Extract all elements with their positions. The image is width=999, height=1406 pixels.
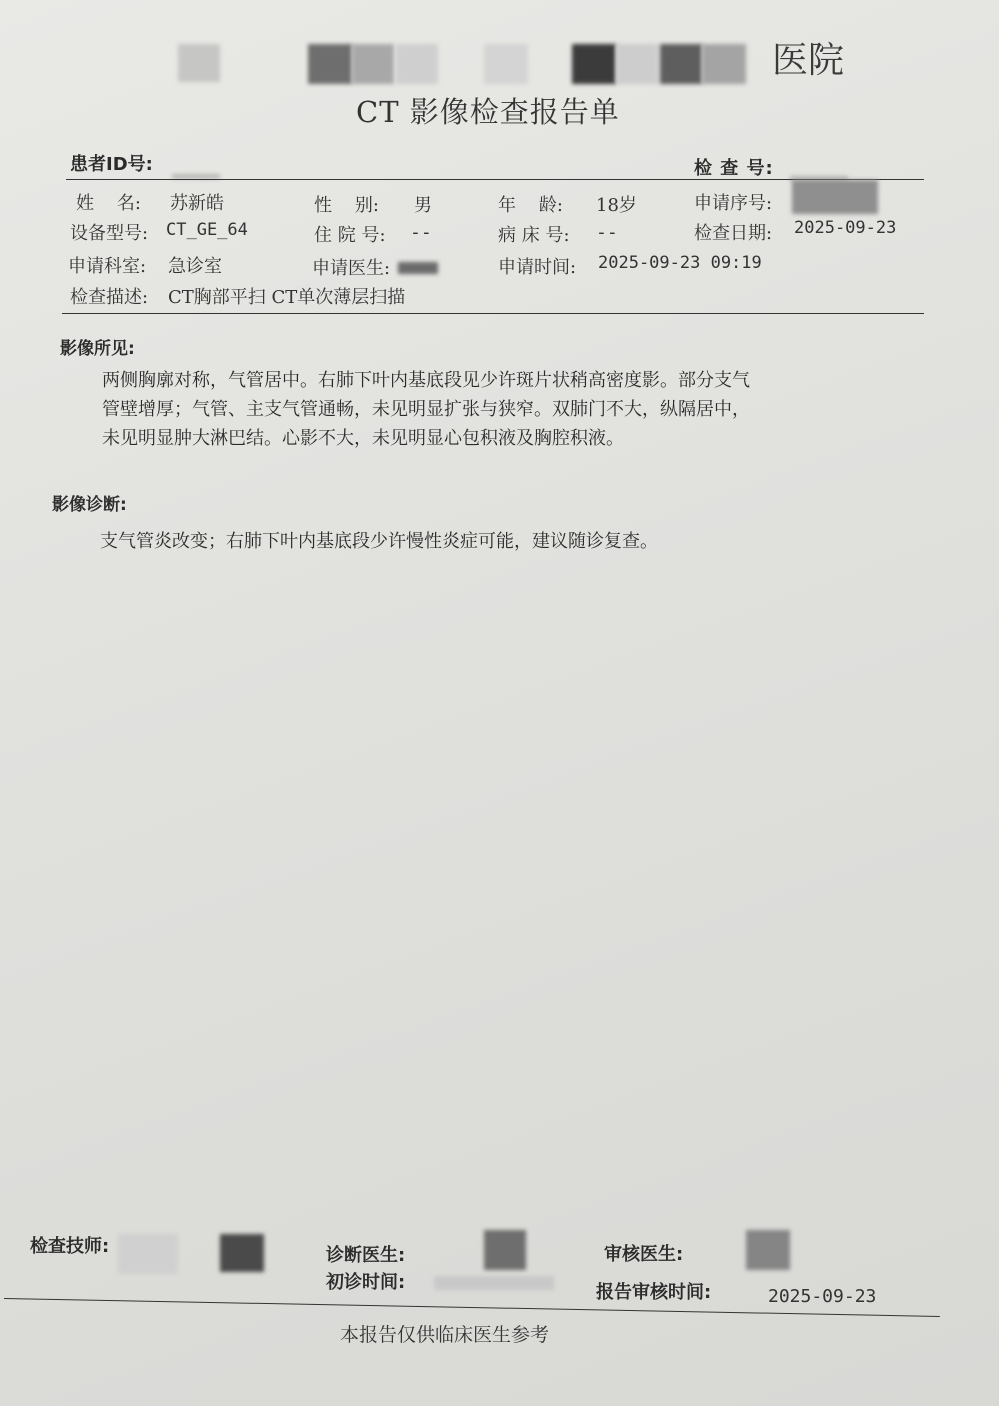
req-time-label: 申请时间: [498,257,577,278]
bed-value: -- [596,222,618,243]
name-label: 姓 名: [76,193,141,214]
req-doctor-label: 申请医生: [312,258,391,279]
technician-redaction [118,1234,178,1274]
findings-heading: 影像所见: [60,339,135,359]
exam-no-label: 检 查 号: [694,158,774,179]
review-doctor-label: 审核医生: [604,1244,684,1265]
technician-redaction [220,1234,264,1272]
exam-date-value: 2025-09-23 [794,218,897,238]
exam-desc-value: CT胸部平扫 CT单次薄层扫描 [168,287,406,308]
device-value: CT_GE_64 [166,220,248,240]
dept-value: 急诊室 [168,256,222,277]
review-doctor-redaction [746,1230,790,1270]
diagnosis-heading: 影像诊断: [52,495,127,515]
request-no-redaction [792,180,878,214]
device-label: 设备型号: [70,223,149,244]
request-no-label: 申请序号: [694,193,773,214]
age-label: 年 龄: [498,195,563,216]
dept-label: 申请科室: [68,256,147,277]
findings-text [102,366,750,453]
report-title: CT 影像检查报告单 [356,95,620,129]
req-time-value: 2025-09-23 09:19 [598,253,762,273]
bed-label: 病 床 号: [498,225,570,246]
review-time-value: 2025-09-23 [768,1286,877,1307]
req-doctor-redaction [398,262,438,274]
exam-desc-label: 检查描述: [70,287,149,308]
diagnosis-text: 支气管炎改变；右肺下叶内基底段少许慢性炎症可能，建议随诊复查。 [100,531,658,552]
age-value: 18岁 [596,195,637,216]
findings-line: 管壁增厚；气管、主支气管通畅，未见明显扩张与狭窄。双肺门不大，纵隔居中， [102,399,750,420]
hospital-suffix: 医院 [772,40,845,81]
technician-label: 检查技师: [30,1236,110,1257]
gender-label: 性 别: [314,195,379,216]
first-visit-redaction [434,1276,554,1290]
patient-id-label: 患者ID号: [70,154,153,175]
inpatient-label: 住 院 号: [314,225,386,246]
diag-doctor-redaction [484,1230,526,1270]
fields-divider [62,313,924,314]
first-visit-label: 初诊时间: [326,1272,406,1293]
findings-line: 两侧胸廓对称，气管居中。右肺下叶内基底段见少许斑片状稍高密度影。部分支气 [102,370,750,391]
exam-date-label: 检查日期: [694,223,773,244]
disclaimer-note: 本报告仅供临床医生参考 [340,1324,550,1346]
diag-doctor-label: 诊断医生: [326,1245,406,1266]
inpatient-value: -- [410,222,432,243]
findings-line: 未见明显肿大淋巴结。心影不大，未见明显心包积液及胸腔积液。 [102,428,624,449]
gender-value: 男 [414,195,432,216]
review-time-label: 报告审核时间: [596,1282,712,1303]
name-value: 苏新皓 [170,193,224,214]
